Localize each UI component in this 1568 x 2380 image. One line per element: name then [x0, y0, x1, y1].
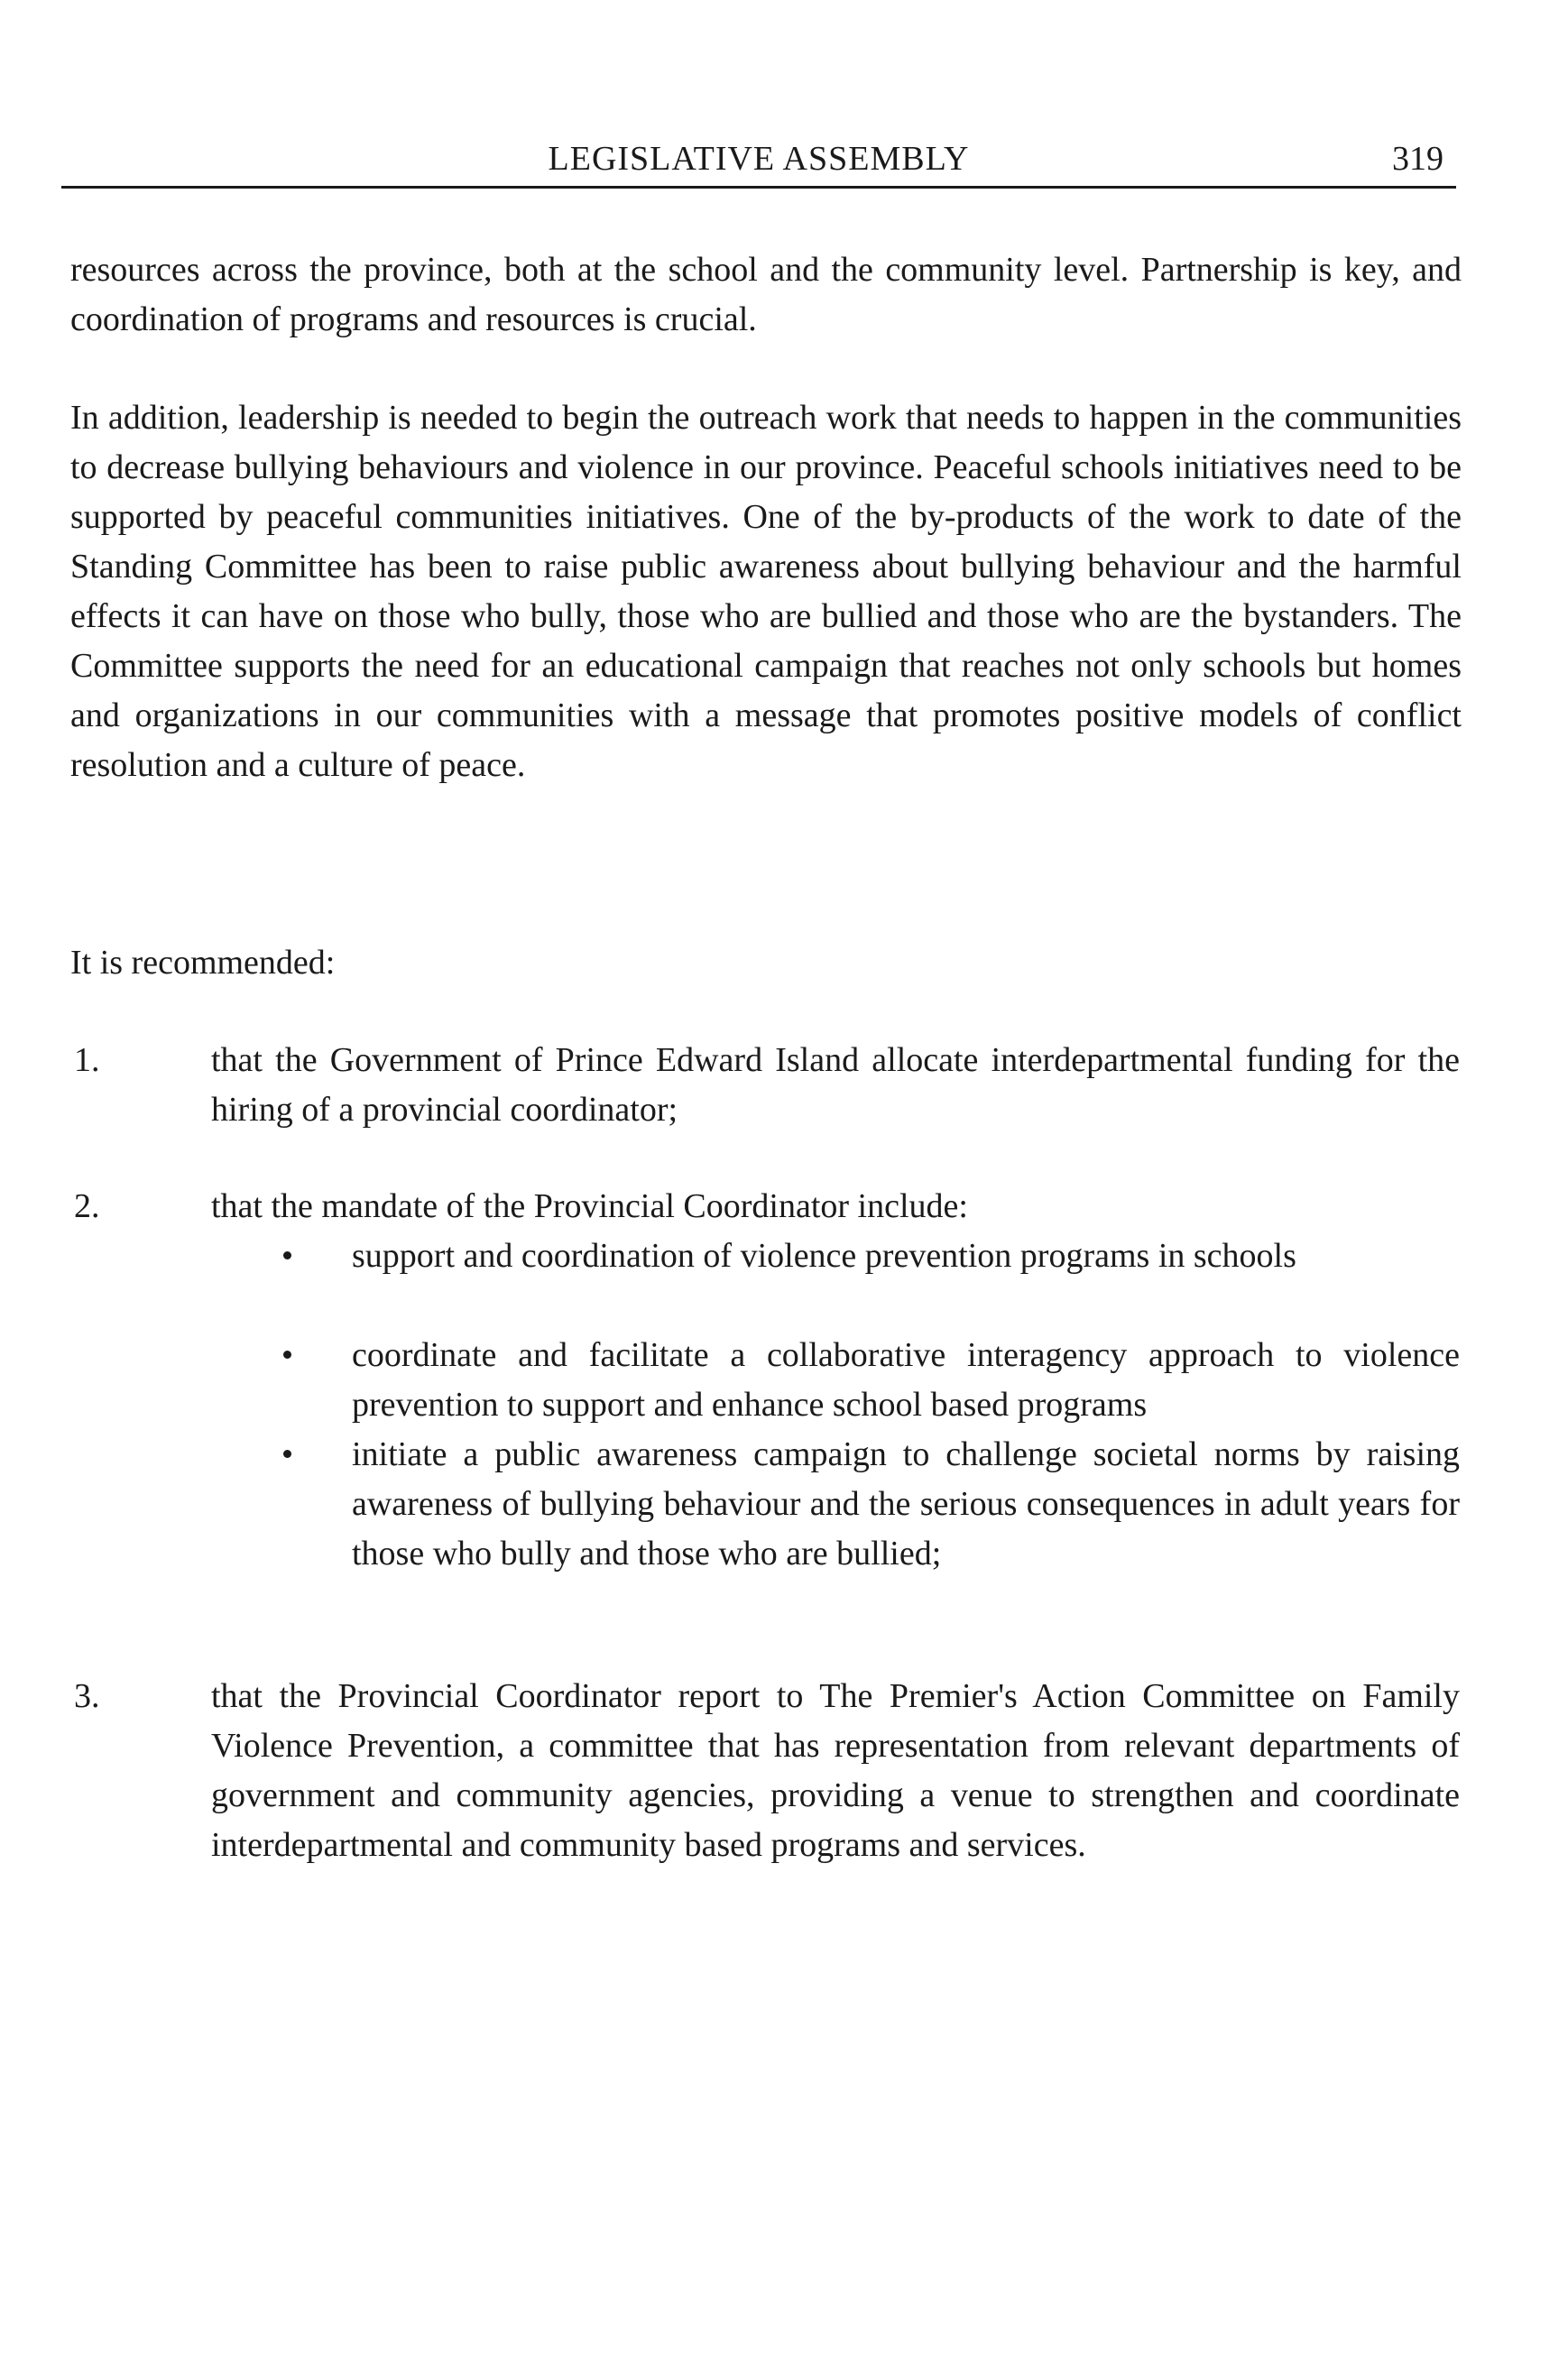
item-text: that the mandate of the Provincial Coordinator include: — [211, 1187, 968, 1225]
body-paragraph: In addition, leadership is needed to begin the outreach work that needs to happen in the communities to decrease bullying behaviours and violence in our province. Peaceful schools initiatives need to be supported by peaceful communities initiatives. One of the by-products of the work to date of the Standing Committee has been to raise public awareness about bullying behaviour and the harmful effects it can have on those who bully, those who are bullied and those who are the bystanders. The Committee supports the need for an educational campaign that reaches not only schools but homes and organizations in our communities with a message that promotes positive models of conflict resolution and a culture of peace. — [70, 399, 1462, 784]
bullet-icon — [283, 1251, 291, 1259]
page-number: 319 — [1392, 140, 1443, 178]
item-text: that the Government of Prince Edward Island allocate interdepartmental funding for the hiring of a provincial coordinator; — [211, 1041, 1460, 1129]
bullet-icon — [283, 1351, 291, 1359]
item-number: 2. — [74, 1187, 100, 1225]
header-title: LEGISLATIVE ASSEMBLY — [548, 140, 970, 178]
bullet-icon — [283, 1450, 291, 1458]
bullet-text: coordinate and facilitate a collaborative interagency approach to violence prevention to support and enhance school based programs — [352, 1336, 1460, 1424]
bullet-text: support and coordination of violence prevention programs in schools — [352, 1237, 1296, 1275]
body-paragraph: resources across the province, both at the school and the community level. Partnership is key, and coordination of programs and resources is crucial. — [70, 251, 1462, 338]
item-text: that the Provincial Coordinator report to The Premier's Action Committee on Family Violence Prevention, a committee that has representation from relevant departments of government and community agencies, providing a venue to strengthen and coordinate interdepartmental and community based programs and services. — [211, 1677, 1460, 1864]
bullet-text: initiate a public awareness campaign to challenge societal norms by raising awareness of bullying behaviour and the serious consequences in adult years for those who bully and those who are bullied; — [352, 1435, 1460, 1573]
page-header — [61, 135, 1456, 189]
item-number: 3. — [74, 1677, 100, 1715]
item-number: 1. — [74, 1041, 100, 1079]
recommendation-intro: It is recommended: — [70, 944, 336, 982]
